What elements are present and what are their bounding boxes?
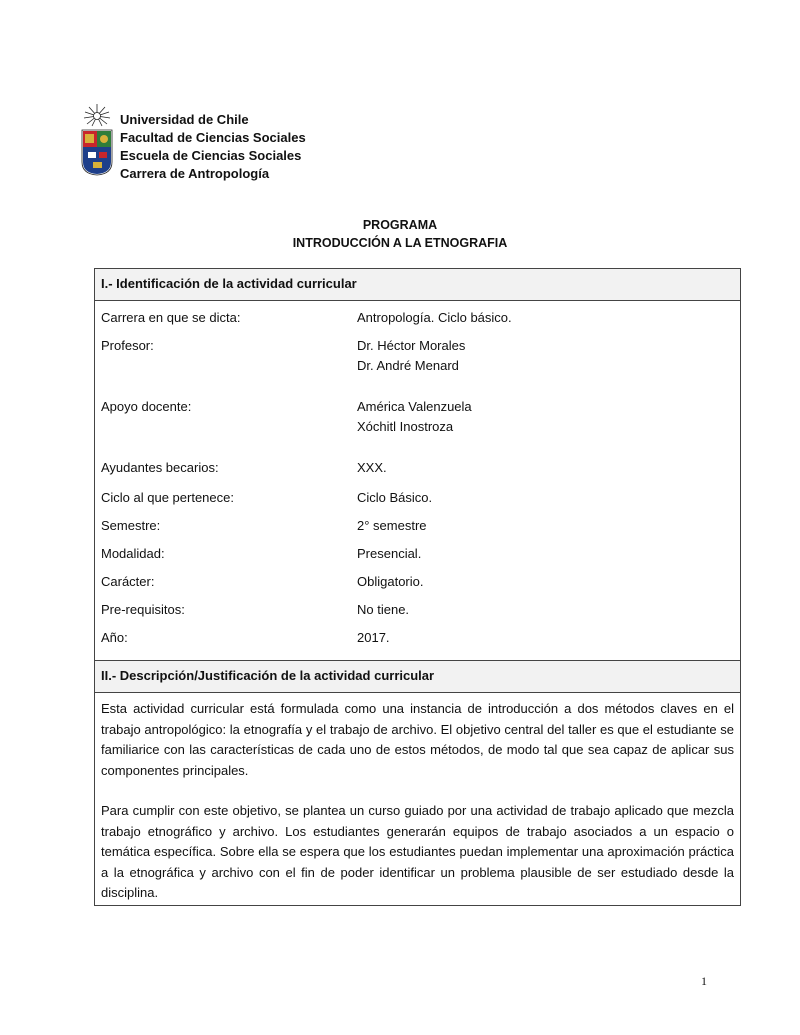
- row-value: No tiene.: [357, 602, 410, 617]
- program-name: Carrera de Antropología: [120, 166, 270, 181]
- school-name: Escuela de Ciencias Sociales: [120, 148, 302, 163]
- row-label: Modalidad:: [101, 546, 165, 561]
- section-heading: II.- Descripción/Justificación de la actividad curricular: [95, 661, 740, 693]
- row-value: 2017.: [357, 630, 390, 645]
- row-value: Obligatorio.: [357, 574, 424, 589]
- row-value: Presencial.: [357, 546, 422, 561]
- institution-lines: [120, 111, 306, 183]
- row-value: Dr. André Menard: [357, 358, 459, 373]
- row-value: Xóchitl Inostroza: [357, 419, 454, 434]
- university-crest-icon: [80, 104, 114, 176]
- row-value: Ciclo Básico.: [357, 490, 433, 505]
- row-value: Dr. Héctor Morales: [357, 338, 466, 353]
- row-label: Carrera en que se dicta:: [101, 310, 241, 325]
- row-value: América Valenzuela: [357, 399, 472, 414]
- row-label: Ciclo al que pertenece:: [101, 490, 234, 505]
- page-number: 1: [701, 974, 707, 988]
- row-label: Pre-requisitos:: [101, 602, 185, 617]
- row-value: XXX.: [357, 460, 387, 475]
- description-section: [94, 660, 741, 906]
- row-label: Semestre:: [101, 518, 161, 533]
- row-value: 2° semestre: [357, 518, 427, 533]
- course-title: INTRODUCCIÓN A LA ETNOGRAFIA: [292, 236, 508, 250]
- description-paragraph: Para cumplir con este objetivo, se plantea un curso guiado por una actividad de trabajo aplicado que mezcla trabajo etnográfico y archivo. Los estudiantes generarán equipos de trabajo asociados a un espacio o temática específica. Sobre ella se espera que los estudiantes puedan implementar una aproximación práctica a la etnográfica y archivo con el fin de poder identificar un problema plausible de ser estudiado desde la disciplina.: [101, 803, 734, 900]
- row-label: Profesor:: [101, 338, 154, 353]
- university-name: Universidad de Chile: [120, 112, 249, 127]
- identification-section: [94, 268, 741, 661]
- row-value: Antropología. Ciclo básico.: [357, 310, 512, 325]
- section-heading: I.- Identificación de la actividad curricular: [95, 269, 740, 301]
- row-label: Año:: [101, 630, 128, 645]
- row-label: Ayudantes becarios:: [101, 460, 219, 475]
- description-paragraph: Esta actividad curricular está formulada como una instancia de introducción a dos métodos claves en el trabajo antropológico: la etnografía y el trabajo de archivo. El objetivo central del taller es que el estudiante se familiarice con las características de cada uno de estos métodos, de modo tal que sea capaz de aplicar sus componentes principales.: [101, 701, 734, 778]
- faculty-name: Facultad de Ciencias Sociales: [120, 130, 306, 145]
- document-title: PROGRAMA: [362, 218, 438, 232]
- row-label: Apoyo docente:: [101, 399, 192, 414]
- row-label: Carácter:: [101, 574, 155, 589]
